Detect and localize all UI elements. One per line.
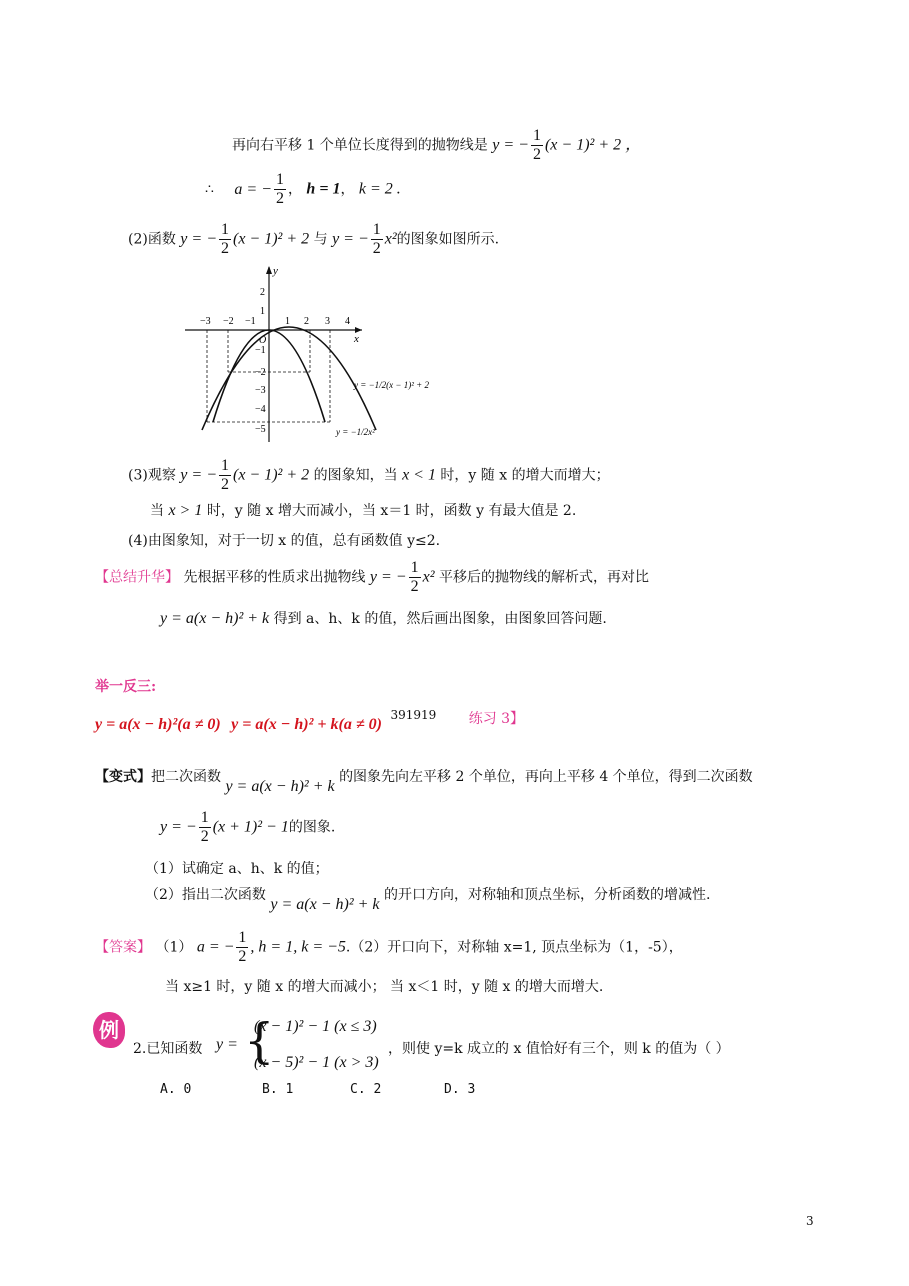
x-tick: 4 — [345, 316, 350, 327]
q2-post: 的开口方向，对称轴和顶点坐标，分析函数的增减性. — [383, 887, 711, 903]
base-curve-label: y = −1/2x² — [336, 427, 375, 437]
y-tick: −2 — [255, 367, 266, 378]
answer-line2: 当 x≥1 时，y 随 x 的增大而减小； 当 x＜1 时，y 随 x 的增大而增大. — [165, 979, 604, 995]
fraction-numerator: 1 — [410, 559, 419, 576]
fraction — [371, 222, 383, 257]
practice-formula-2: y = a(x − h)² + k(a ≠ 0) — [231, 716, 382, 733]
translation-text: 再向右平移 1 个单位长度得到的抛物线是 — [232, 137, 488, 154]
x-tick: 3 — [325, 316, 330, 327]
fraction — [274, 172, 286, 207]
fraction — [219, 458, 231, 493]
part3b-line — [150, 500, 576, 520]
fraction-numerator: 1 — [221, 221, 229, 238]
choice-c: C. 2 — [350, 1082, 382, 1097]
summary-tag: 【总结升华】 — [95, 569, 179, 586]
therefore-line: ∴ a = − $\frac{1}{2}$ ， h = 1， k = 2 . — [205, 171, 401, 207]
formula-prefix: y = − — [160, 818, 197, 836]
piecewise-brace: { — [244, 1013, 275, 1069]
part3b-pre: 当 — [150, 503, 164, 519]
fraction-numerator: 1 — [221, 457, 229, 474]
answer-p2: .（2）开口向下，对称轴 x=1, 顶点坐标为（1，-5）， — [345, 939, 683, 956]
y-tick: 2 — [260, 287, 265, 298]
formula-suffix: (x − 1)² + 2 ， — [544, 136, 642, 154]
shifted-curve-label: y = −1/2(x − 1)² + 2 — [354, 380, 430, 390]
practice-code: 391919 — [390, 708, 437, 722]
piecewise-case-2: (x − 5)² − 1 (x > 3) — [254, 1054, 379, 1071]
example-badge: 例 — [93, 1012, 125, 1048]
fraction-denominator: 2 — [238, 948, 247, 965]
parabola-graph — [180, 262, 480, 447]
part3-text2: 时，y 随 x 的增大而增大； — [440, 467, 610, 484]
fraction-numerator: 1 — [200, 809, 209, 826]
x-tick: −2 — [223, 316, 234, 327]
fraction-numerator: 1 — [532, 127, 541, 144]
part3-text1: 的图象知，当 — [313, 467, 398, 484]
variant-tag: 【变式】 — [95, 769, 151, 785]
choice-d: D. 3 — [444, 1082, 476, 1097]
part4-line — [128, 530, 440, 550]
formula-prefix: y = − — [180, 230, 217, 248]
fraction — [199, 810, 211, 845]
part2-label: (2)函数 — [128, 231, 176, 248]
answer-line — [95, 930, 683, 965]
y-axis-label: y — [273, 265, 278, 277]
x-tick: −1 — [245, 316, 256, 327]
answer-a-rest: , h = 1, k = −5 — [250, 938, 346, 956]
formula-prefix: y = − — [180, 466, 217, 484]
condition: x < 1 — [402, 466, 436, 484]
answer-p1: （1） — [155, 939, 193, 956]
variant-question-2 — [145, 884, 711, 913]
formula-prefix: y = − — [492, 136, 529, 154]
y-tick: −1 — [255, 345, 266, 356]
fraction — [409, 560, 421, 595]
fraction — [531, 128, 543, 163]
formula-suffix: (x + 1)² − 1 — [212, 818, 289, 836]
y-tick: −3 — [255, 385, 266, 396]
x-tick: −3 — [200, 316, 211, 327]
and-text: 与 — [313, 231, 328, 248]
example-label: 2.已知函数 — [133, 1041, 203, 1057]
fraction-numerator: 1 — [275, 171, 284, 188]
practice-formulas — [95, 708, 525, 734]
piecewise-case-1: (x − 1)² − 1 (x ≤ 3) — [254, 1018, 377, 1035]
variant-text1: 把二次函数 — [151, 769, 221, 785]
formula-suffix: (x − 1)² + 2 — [233, 466, 310, 484]
page-number: 3 — [806, 1214, 814, 1228]
fraction-denominator: 2 — [410, 578, 419, 595]
q2-formula: y = a(x − h)² + k — [270, 896, 380, 913]
fraction-denominator: 2 — [532, 146, 541, 163]
fraction-denominator: 2 — [372, 240, 381, 257]
example-y: y = — [216, 1036, 238, 1053]
fraction — [236, 930, 248, 965]
part4-text: (4)由图象知，对于一切 x 的值，总有函数值 y≤2. — [128, 533, 441, 549]
formula-prefix: y = − — [332, 230, 369, 248]
variant-formula: y = a(x − h)² + k — [225, 778, 335, 795]
variant-line2 — [160, 810, 335, 845]
k-value: k = 2 . — [358, 180, 401, 198]
summary-text1: 先根据平移的性质求出抛物线 — [183, 569, 366, 586]
y-tick: −4 — [255, 404, 266, 415]
fraction-denominator: 2 — [200, 828, 209, 845]
q2-pre: （2）指出二次函数 — [145, 887, 266, 903]
fraction-denominator: 2 — [275, 190, 284, 207]
fraction-denominator: 2 — [221, 240, 229, 257]
formula-suffix: x² — [384, 230, 397, 248]
summary-text2: 平移后的抛物线的解析式，再对比 — [438, 569, 649, 586]
condition: x > 1 — [168, 502, 203, 519]
x-tick: 1 — [285, 316, 290, 327]
origin-label: O — [259, 335, 267, 346]
summary-text3: 得到 a、h、k 的值，然后画出图象，由图象回答问题. — [273, 611, 607, 627]
part2-line — [128, 222, 499, 257]
variant-line — [95, 766, 753, 795]
practice-label: 练习 3】 — [468, 711, 525, 727]
fraction-numerator: 1 — [238, 929, 247, 946]
part3b-text: 时，y 随 x 增大而减小，当 x＝1 时，函数 y 有最大值是 2. — [206, 503, 577, 519]
example-question: ，则使 y=k 成立的 x 值恰好有三个，则 k 的值为（ ） — [388, 1041, 730, 1057]
answer-a-prefix: a = − — [196, 938, 235, 956]
therefore-symbol: ∴ — [205, 181, 214, 198]
a-label: a = − — [234, 180, 272, 198]
h-value: h = 1 — [306, 180, 341, 198]
x-axis-label: x — [354, 333, 359, 345]
formula-prefix: y = − — [369, 568, 407, 586]
practice-heading: 举一反三: — [95, 679, 157, 695]
answer-tag: 【答案】 — [95, 939, 151, 956]
part3-line — [128, 458, 610, 493]
part3-label: (3)观察 — [128, 467, 176, 484]
part2-rest: 的图象如图所示. — [396, 231, 500, 248]
formula-suffix: x² — [422, 568, 435, 586]
variant-text3: 的图象. — [288, 819, 336, 836]
y-axis-arrow — [266, 266, 272, 274]
formula-suffix: (x − 1)² + 2 — [233, 230, 310, 248]
choice-a: A. 0 — [160, 1082, 192, 1097]
summary-line2 — [160, 608, 607, 628]
vertex-form-formula: y = a(x − h)² + k — [160, 610, 270, 627]
variant-text2: 的图象先向左平移 2 个单位，再向上平移 4 个单位，得到二次函数 — [339, 769, 753, 785]
fraction-numerator: 1 — [372, 221, 381, 238]
variant-question-1: （1）试确定 a、h、k 的值； — [145, 861, 329, 877]
practice-formula-1: y = a(x − h)²(a ≠ 0) — [95, 716, 221, 733]
fraction-denominator: 2 — [221, 476, 229, 493]
y-tick: −5 — [255, 424, 266, 435]
choice-b: B. 1 — [262, 1082, 294, 1097]
x-tick: 2 — [304, 316, 309, 327]
summary-line — [95, 560, 649, 595]
y-tick: 1 — [260, 306, 265, 317]
translation-line — [232, 128, 641, 163]
fraction — [219, 222, 231, 257]
